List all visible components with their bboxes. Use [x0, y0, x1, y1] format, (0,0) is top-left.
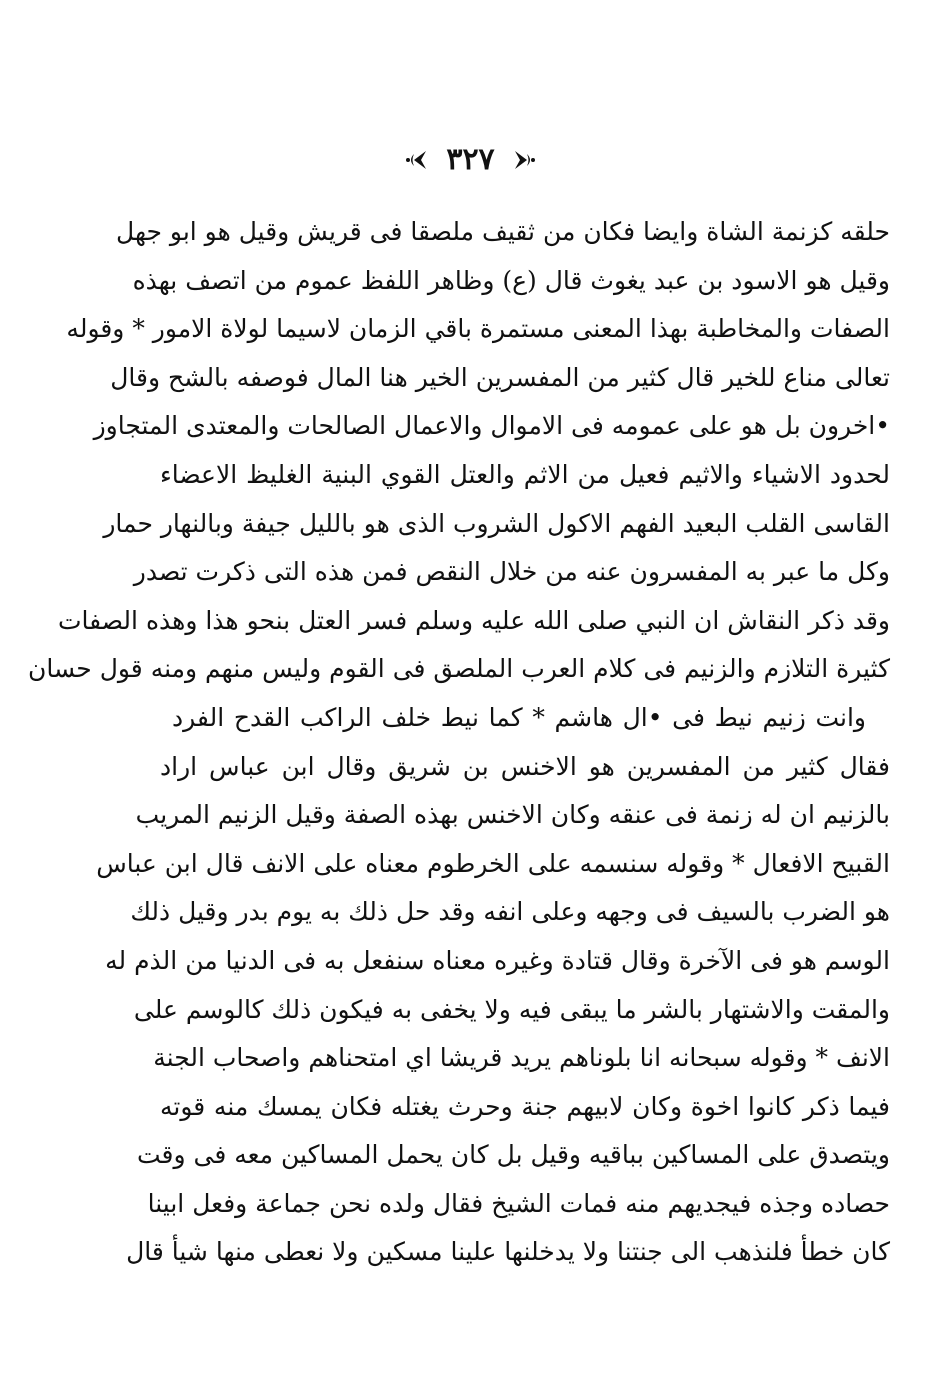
text-line: هو الضرب بالسيف فى وجهه وعلى انفه وقد حل ذلك به يوم بدر وقيل ذلك: [130, 897, 890, 927]
text-line: الصفات والمخاطبة بهذا المعنى مستمرة باقي الزمان لاسيما لولاة الامور * وقوله: [66, 314, 890, 344]
text-body: [28, 208, 890, 1277]
text-line: فقال كثير من المفسرين هو الاخنس بن شريق وقال ابن عباس اراد: [160, 751, 890, 781]
text-line: القاسى القلب البعيد الفهم الاكول الشروب الذى هو بالليل جيفة وبالنهار حمار: [103, 508, 890, 538]
page-header: [0, 140, 941, 180]
text-line: تعالى مناع للخير قال كثير من المفسرين الخير هنا المال فوصفه بالشح وقال: [110, 362, 890, 392]
text-line: فيما ذكر كانوا اخوة وكان لابيهم جنة وحرث يغتله فكان يمسك منه قوته: [160, 1091, 890, 1121]
ornament-right-icon: [511, 147, 537, 173]
text-line: وقيل هو الاسود بن عبد يغوث قال (ع) وظاهر اللفظ عموم من اتصف بهذه: [132, 265, 890, 295]
text-line: كثيرة التلازم والزنيم فى كلام العرب الملصق فى القوم وليس منهم ومنه قول حسان: [28, 654, 890, 684]
text-line: حصاده وجذه فيجديهم منه فمات الشيخ فقال ولده نحن جماعة وفعل ابينا: [147, 1188, 890, 1218]
text-line: •اخرون بل هو على عمومه فى الاموال والاعمال الصالحات والمعتدى المتجاوز: [93, 411, 890, 441]
text-line: وقد ذكر النقاش ان النبي صلى الله عليه وسلم فسر العتل بنحو هذا وهذه الصفات: [57, 605, 890, 635]
text-line: كان خطأ فلنذهب الى جنتنا ولا يدخلنها علينا مسكين ولا نعطى منها شيأ قال: [126, 1237, 890, 1267]
ornament-left-icon: [404, 147, 430, 173]
text-line: وكل ما عبر به المفسرون عنه من خلال النقص فمن هذه التى ذكرت تصدر: [133, 557, 890, 587]
text-line: القبيح الافعال * وقوله سنسمه على الخرطوم معناه على الانف قال ابن عباس: [96, 848, 890, 878]
text-line: الانف * وقوله سبحانه انا بلوناهم يريد قريشا اي امتحناهم واصحاب الجنة: [153, 1043, 890, 1073]
text-line: حلقه كزنمة الشاة وايضا فكان من ثقيف ملصقا فى قريش وقيل هو ابو جهل: [116, 217, 890, 246]
text-line: والمقت والاشتهار بالشر ما يبقى فيه ولا يخفى به فيكون ذلك كالوسم على: [133, 994, 890, 1024]
text-line: ويتصدق على المساكين بباقيه وقيل بل كان يحمل المساكين معه فى وقت: [136, 1140, 890, 1170]
text-line: لحدود الاشياء والاثيم فعيل من الاثم والعتل القوي البنية الغليظ الاعضاء: [160, 459, 890, 489]
verse-line: وانت زنيم نيط فى •ال هاشم * كما نيط خلف الراكب القدح الفرد: [172, 702, 866, 732]
text-line: بالزنيم ان له زنمة فى عنقه وكان الاخنس بهذه الصفة وقيل الزنيم المريب: [135, 800, 890, 830]
page-number: ٣٢٧: [446, 142, 495, 177]
text-line: الوسم هو فى الآخرة وقال قتادة وغيره معناه سنفعل به فى الدنيا من الذم له: [105, 945, 890, 975]
